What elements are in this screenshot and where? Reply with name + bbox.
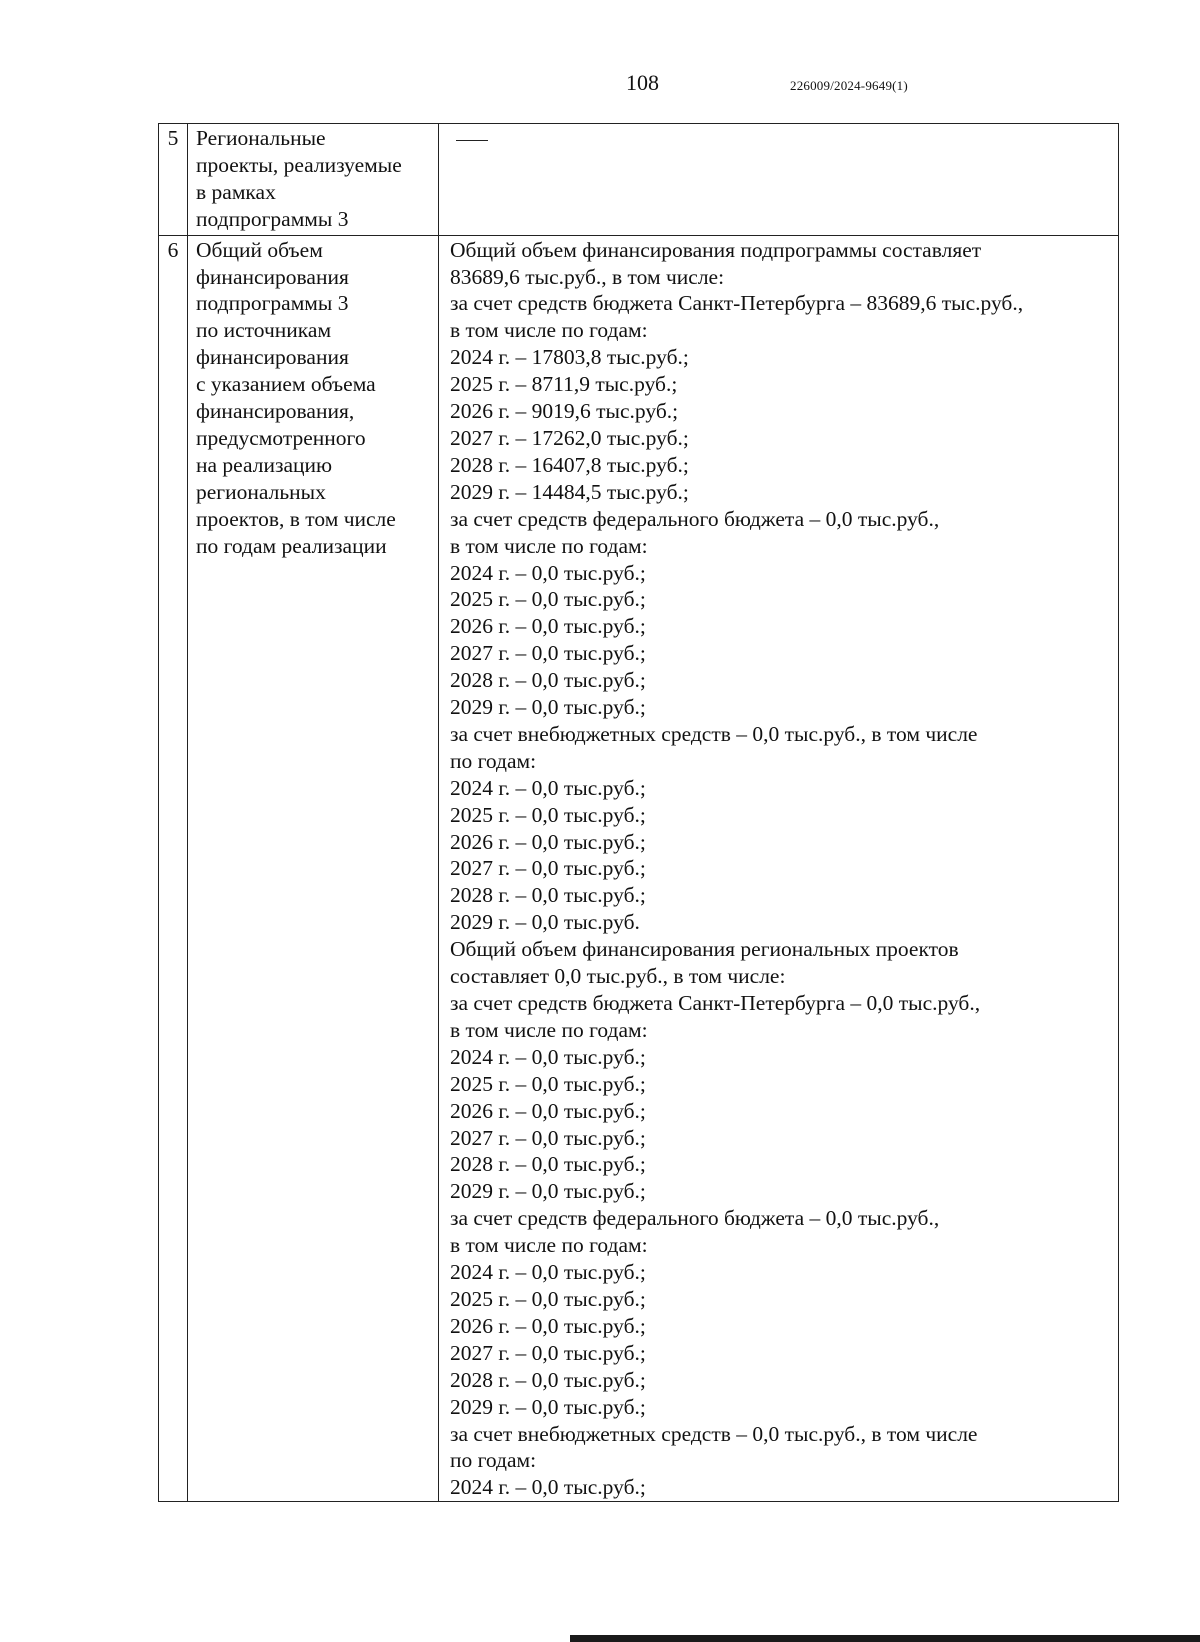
row-number-cell [159,235,188,1502]
label-line: подпрограммы 3 [196,291,349,316]
row-value-cell [439,235,1119,1502]
row-number: 6 [167,237,179,262]
row-number: 5 [167,126,179,150]
label-line: финансирования [196,264,349,289]
label-line: региональных [196,479,326,504]
value-line: 2029 г. – 14484,5 тыс.руб.; [450,479,689,504]
value-line: 2024 г. – 0,0 тыс.руб.; [450,1044,646,1069]
value-line: 2028 г. – 16407,8 тыс.руб.; [450,452,689,477]
value-line: 2025 г. – 0,0 тыс.руб.; [450,1071,646,1096]
table-row [159,235,1119,1502]
row-label-cell [188,124,439,236]
value-line: 2026 г. – 0,0 тыс.руб.; [450,614,646,639]
label-line: в рамках [196,179,276,204]
value-line: за счет средств бюджета Санкт-Петербурга – 83689,6 тыс.руб., [450,291,1024,316]
page-number: 108 [626,70,659,95]
passport-table [158,123,1119,1502]
label-line: предусмотренного [196,425,366,450]
value-line: 2025 г. – 0,0 тыс.руб.; [450,587,646,612]
value-line: 2027 г. – 0,0 тыс.руб.; [450,1125,646,1150]
value-line: 83689,6 тыс.руб., в том числе: [450,264,725,289]
value-line: 2026 г. – 0,0 тыс.руб.; [450,829,646,854]
value-line: по годам: [450,1448,537,1473]
value-line: в том числе по годам: [450,1017,648,1042]
value-line: 2027 г. – 0,0 тыс.руб.; [450,641,646,666]
value-line: 2027 г. – 0,0 тыс.руб.; [450,856,646,881]
label-line: финансирования [196,345,349,370]
value-line: 2029 г. – 0,0 тыс.руб.; [450,695,646,720]
label-line: с указанием объема [196,372,376,397]
value-line: 2028 г. – 0,0 тыс.руб.; [450,883,646,908]
value-line: 2024 г. – 0,0 тыс.руб.; [450,1475,646,1500]
value-line: по годам: [450,748,537,773]
value-line: 2024 г. – 17803,8 тыс.руб.; [450,345,689,370]
value-line: в том числе по годам: [450,533,648,558]
empty-value-dash [456,140,488,141]
label-line: на реализацию [196,452,333,477]
value-line: 2027 г. – 0,0 тыс.руб.; [450,1340,646,1365]
value-line: 2026 г. – 9019,6 тыс.руб.; [450,399,679,424]
label-line: проекты, реализуемые [196,152,402,177]
value-line: в том числе по годам: [450,318,648,343]
label-line: по годам реализации [196,533,387,558]
table-row [159,124,1119,236]
value-line: 2026 г. – 0,0 тыс.руб.; [450,1098,646,1123]
label-line: проектов, в том числе [196,506,396,531]
value-line: 2025 г. – 0,0 тыс.руб.; [450,1286,646,1311]
row-value [439,236,1118,1502]
label-line: по источникам [196,318,332,343]
value-line: 2027 г. – 17262,0 тыс.руб.; [450,425,689,450]
value-line: 2029 г. – 0,0 тыс.руб.; [450,1179,646,1204]
value-line: 2029 г. – 0,0 тыс.руб. [450,910,640,935]
scan-edge-bar [570,1635,1200,1642]
label-line: подпрограммы 3 [196,206,349,231]
value-line: 2025 г. – 8711,9 тыс.руб.; [450,372,678,397]
value-line: 2028 г. – 0,0 тыс.руб.; [450,668,646,693]
value-line: Общий объем финансирования подпрограммы составляет [450,237,982,262]
value-line: в том числе по годам: [450,1233,648,1258]
value-line: 2028 г. – 0,0 тыс.руб.; [450,1152,646,1177]
document-code: 226009/2024-9649(1) [790,78,908,93]
value-line: 2024 г. – 0,0 тыс.руб.; [450,1260,646,1285]
value-line: 2024 г. – 0,0 тыс.руб.; [450,775,646,800]
row-number-cell [159,124,188,236]
row-label [188,236,438,562]
row-label-cell [188,235,439,1502]
value-line: за счет внебюджетных средств – 0,0 тыс.руб., в том числе [450,721,978,746]
value-line: 2025 г. – 0,0 тыс.руб.; [450,802,646,827]
value-line: за счет внебюджетных средств – 0,0 тыс.руб., в том числе [450,1421,978,1446]
label-line: Общий объем [196,237,323,262]
value-line: за счет средств федерального бюджета – 0,0 тыс.руб., [450,506,940,531]
row-value-cell [439,124,1119,236]
value-line: 2024 г. – 0,0 тыс.руб.; [450,560,646,585]
row-label [188,124,438,235]
value-line: составляет 0,0 тыс.руб., в том числе: [450,964,786,989]
value-line: за счет средств федерального бюджета – 0,0 тыс.руб., [450,1206,940,1231]
value-line: 2026 г. – 0,0 тыс.руб.; [450,1313,646,1338]
value-line: 2028 г. – 0,0 тыс.руб.; [450,1367,646,1392]
value-line: 2029 г. – 0,0 тыс.руб.; [450,1394,646,1419]
value-line: Общий объем финансирования региональных проектов [450,937,959,962]
value-line: за счет средств бюджета Санкт-Петербурга – 0,0 тыс.руб., [450,991,981,1015]
label-line: Региональные [196,126,326,150]
label-line: финансирования, [196,399,355,424]
